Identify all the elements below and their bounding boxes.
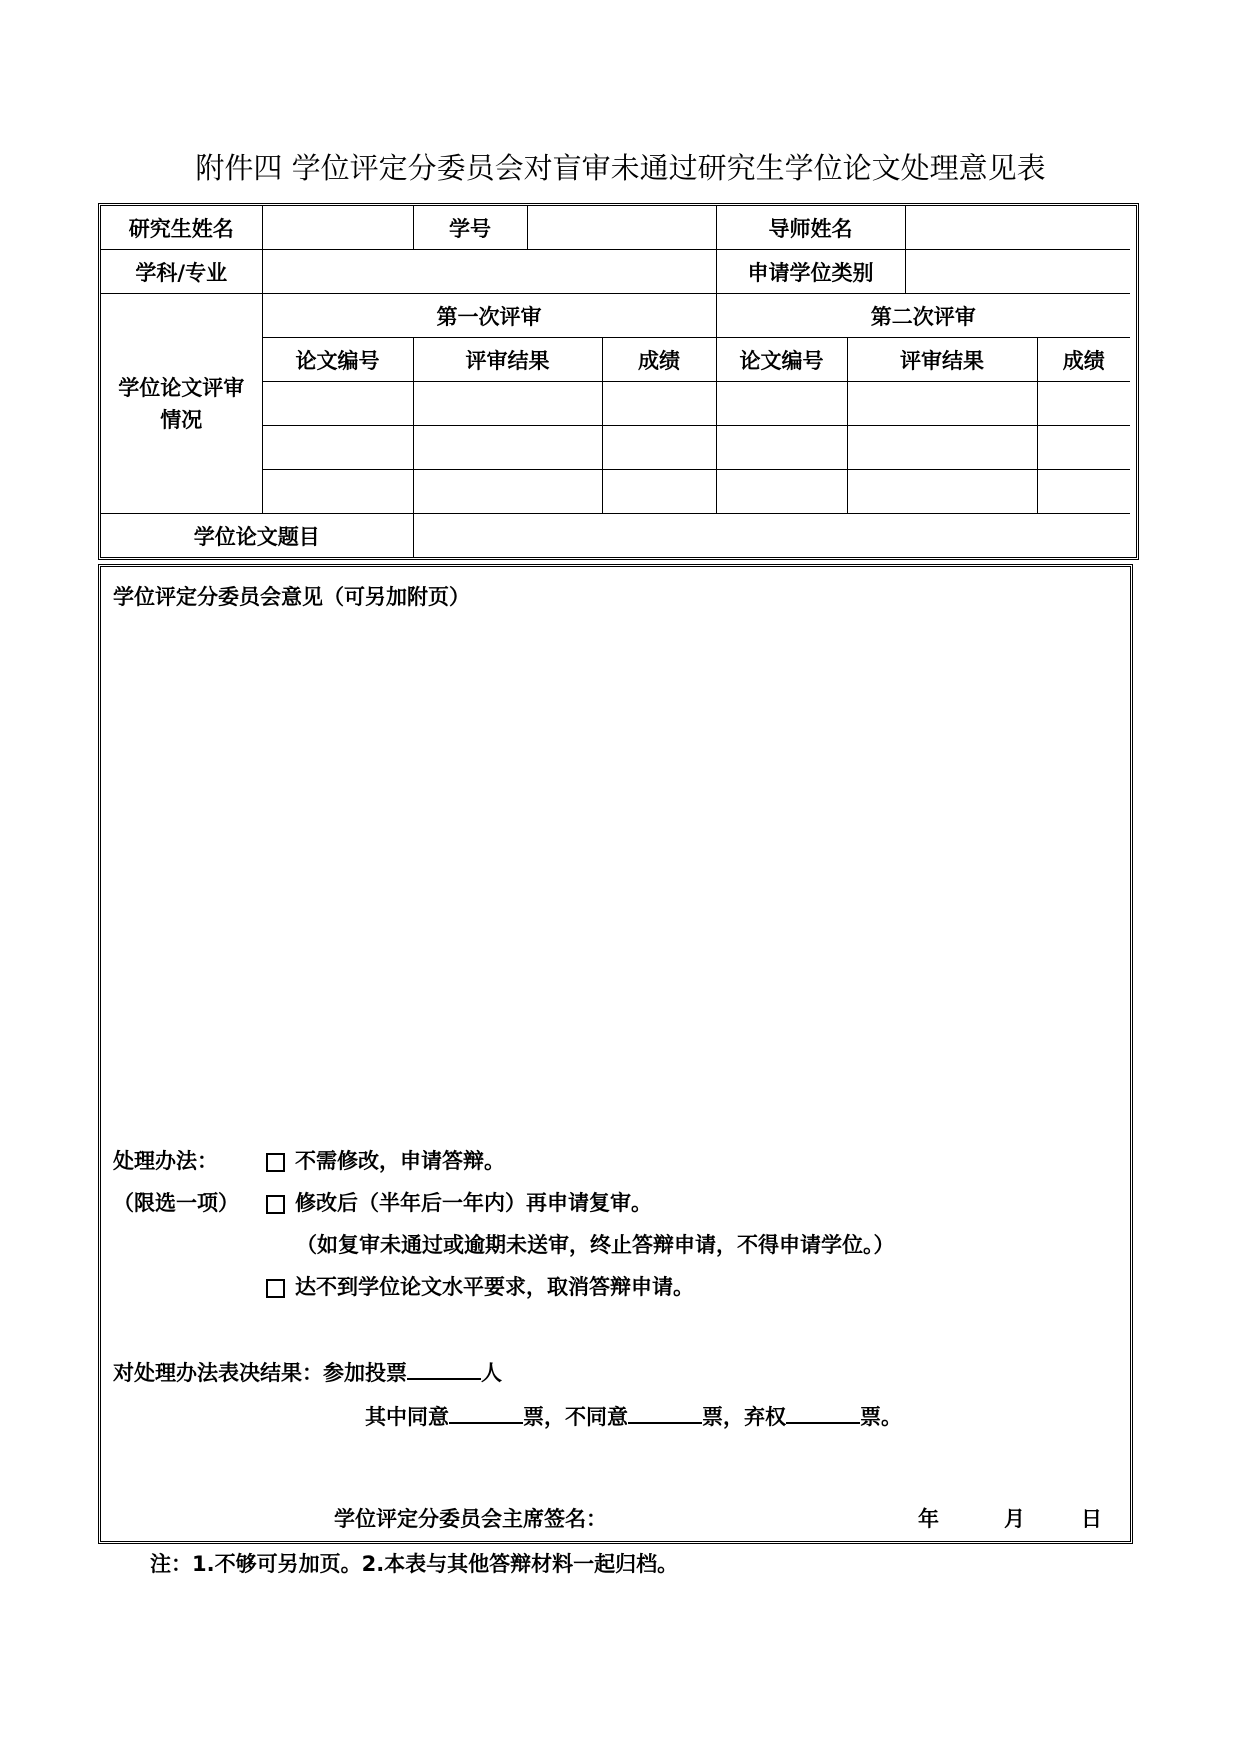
cell[interactable] — [262, 426, 413, 470]
option-label: 不需修改，申请答辩。 — [295, 1149, 505, 1173]
header-score-2: 成绩 — [1037, 338, 1130, 382]
header-paper-no-1: 论文编号 — [262, 338, 413, 382]
option-no-revision[interactable] — [266, 1145, 505, 1175]
vote-line — [113, 1357, 502, 1387]
cell[interactable] — [1037, 470, 1130, 514]
ticket-label: 票， — [702, 1405, 744, 1429]
header-first-review: 第一次评审 — [262, 294, 716, 338]
cell[interactable] — [716, 470, 847, 514]
cell[interactable] — [847, 382, 1037, 426]
voters-field[interactable] — [407, 1358, 481, 1380]
label-review-section: 学位论文评审情况 — [101, 294, 262, 514]
cell[interactable] — [602, 426, 716, 470]
cell[interactable] — [262, 382, 413, 426]
agree-field[interactable] — [449, 1402, 523, 1424]
header-review-result-1: 评审结果 — [413, 338, 602, 382]
option2-note: （如复审未通过或逾期未送审，终止答辩申请，不得申请学位。） — [296, 1233, 895, 1257]
ticket-label: 票。 — [860, 1405, 902, 1429]
cell[interactable] — [1037, 382, 1130, 426]
checkbox[interactable] — [266, 1153, 285, 1172]
opinion-box — [98, 564, 1133, 1544]
limit-label: （限选一项） — [113, 1191, 239, 1215]
cell[interactable] — [602, 470, 716, 514]
option-cancel[interactable] — [266, 1271, 694, 1301]
cell[interactable] — [413, 426, 602, 470]
option-revise-rereview[interactable] — [266, 1187, 652, 1217]
label-student-id: 学号 — [413, 206, 527, 250]
cell[interactable] — [716, 382, 847, 426]
label-discipline: 学科/专业 — [101, 250, 262, 294]
page-title: 附件四 学位评定分委员会对盲审未通过研究生学位论文处理意见表 — [195, 151, 1046, 185]
degree-type-field[interactable] — [905, 250, 1130, 294]
header-score-1: 成绩 — [602, 338, 716, 382]
thesis-title-field[interactable] — [413, 514, 1130, 558]
discipline-field[interactable] — [262, 250, 716, 294]
cell[interactable] — [716, 426, 847, 470]
cell[interactable] — [262, 470, 413, 514]
month-label: 月 — [1004, 1507, 1025, 1531]
vote-label: 对处理办法表决结果：参加投票 — [113, 1361, 407, 1385]
agree-label: 其中同意 — [365, 1405, 449, 1429]
disagree-field[interactable] — [628, 1402, 702, 1424]
opinion-heading: 学位评定分委员会意见（可另加附页） — [113, 585, 470, 609]
checkbox[interactable] — [266, 1195, 285, 1214]
ticket-label: 票， — [523, 1405, 565, 1429]
disagree-label: 不同意 — [565, 1405, 628, 1429]
info-table — [101, 206, 1130, 557]
student-name-field[interactable] — [262, 206, 413, 250]
option-label: 修改后（半年后一年内）再申请复审。 — [295, 1191, 652, 1215]
abstain-field[interactable] — [786, 1402, 860, 1424]
cell[interactable] — [1037, 426, 1130, 470]
cell[interactable] — [602, 382, 716, 426]
header-paper-no-2: 论文编号 — [716, 338, 847, 382]
cell[interactable] — [847, 470, 1037, 514]
day-label: 日 — [1081, 1507, 1102, 1531]
cell[interactable] — [847, 426, 1037, 470]
year-label: 年 — [918, 1507, 939, 1531]
label-student-name: 研究生姓名 — [101, 206, 262, 250]
label-degree-type: 申请学位类别 — [716, 250, 905, 294]
footnote: 注：1.不够可另加页。2.本表与其他答辩材料一起归档。 — [150, 1552, 679, 1576]
label-thesis-title: 学位论文题目 — [101, 514, 413, 558]
abstain-label: 弃权 — [744, 1405, 786, 1429]
student-id-field[interactable] — [527, 206, 716, 250]
info-table-frame — [98, 203, 1139, 560]
vote-unit: 人 — [481, 1361, 502, 1385]
label-advisor-name: 导师姓名 — [716, 206, 905, 250]
checkbox[interactable] — [266, 1279, 285, 1298]
cell[interactable] — [413, 470, 602, 514]
header-second-review: 第二次评审 — [716, 294, 1130, 338]
advisor-name-field[interactable] — [905, 206, 1130, 250]
header-review-result-2: 评审结果 — [847, 338, 1037, 382]
method-label: 处理办法： — [113, 1149, 218, 1173]
cell[interactable] — [413, 382, 602, 426]
vote-breakdown — [365, 1401, 902, 1431]
signature-label: 学位评定分委员会主席签名： — [334, 1507, 607, 1531]
option-label: 达不到学位论文水平要求，取消答辩申请。 — [295, 1275, 694, 1299]
